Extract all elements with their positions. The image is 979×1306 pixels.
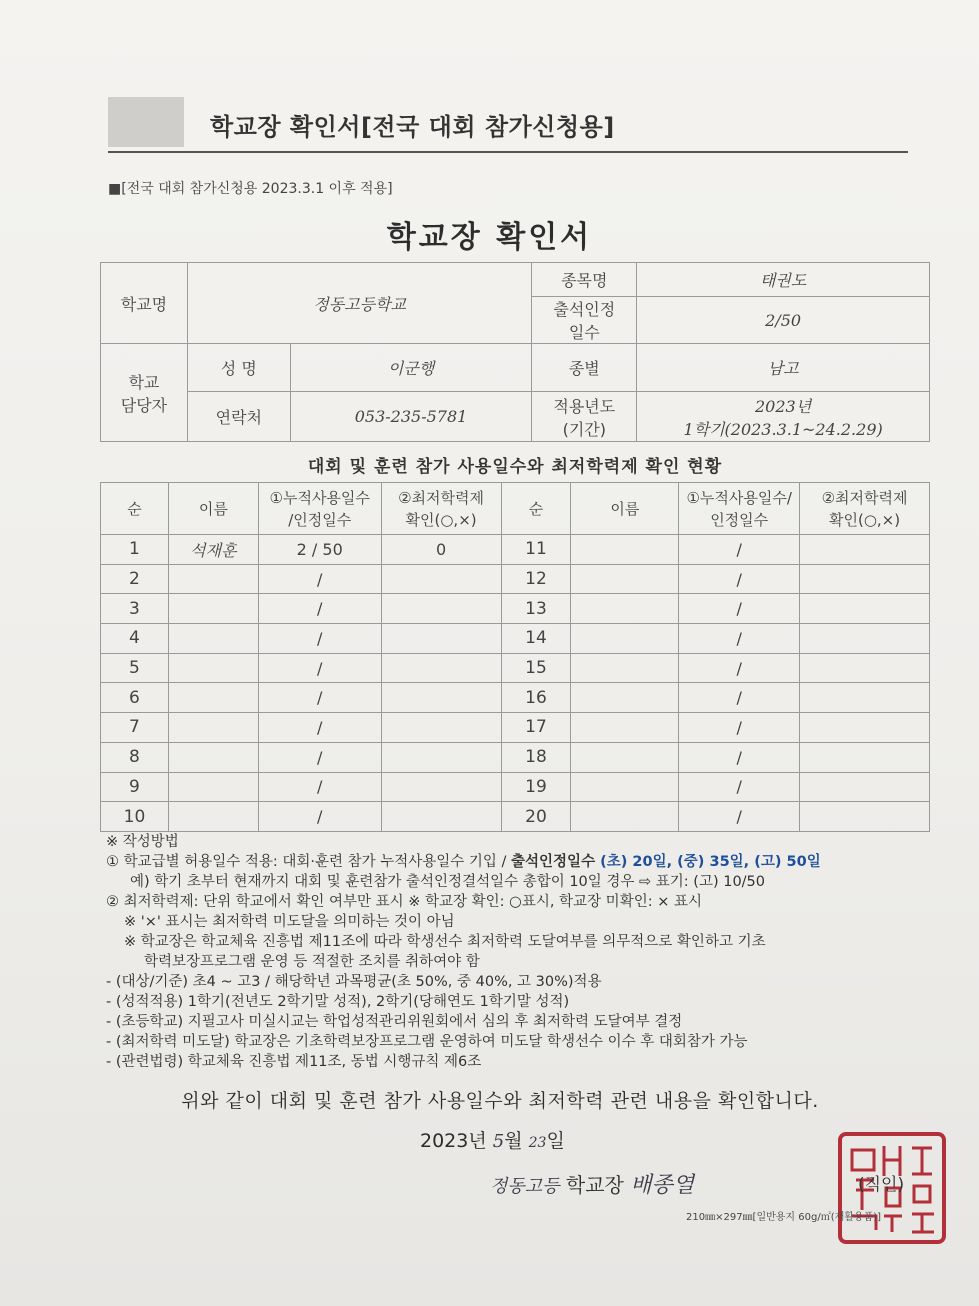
row-number-left: 10 xyxy=(101,802,169,832)
banner-block xyxy=(108,97,184,147)
contact-group-label-line1: 학교 xyxy=(128,372,160,392)
row-name-right xyxy=(571,713,679,743)
table-row xyxy=(101,653,930,683)
notes-heading: ※ 작성방법 xyxy=(106,834,179,850)
row-name-right xyxy=(571,594,679,624)
row-name-right xyxy=(571,683,679,713)
row-days-right: / xyxy=(679,535,800,565)
note-bullet-3: - (초등학교) 지필고사 미실시교는 학업성적관리위원회에서 심의 후 최저학력 도달여부 결정 xyxy=(106,1014,683,1030)
col-days-right-line1: ①누적사용일수/ xyxy=(686,488,792,507)
row-academic-left xyxy=(381,624,501,654)
row-name-left xyxy=(168,772,258,802)
banner-title: 학교장 확인서[전국 대회 참가신청용] xyxy=(210,113,615,141)
row-days-right: / xyxy=(679,624,800,654)
row-academic-right xyxy=(800,594,930,624)
phone-value: 053-235-5781 xyxy=(290,392,532,442)
row-academic-right xyxy=(800,624,930,654)
col-no-right: 순 xyxy=(501,483,571,535)
gender-label: 종별 xyxy=(532,344,637,392)
paper-spec: 210㎜×297㎜[일반용지 60g/㎡(재활용품)] xyxy=(686,1212,882,1223)
row-name-right xyxy=(571,742,679,772)
row-number-right: 17 xyxy=(501,713,571,743)
note-1-text: ① 학교급별 허용일수 적용: 대회·훈련 참가 누적사용일수 기입 / xyxy=(106,854,512,870)
table-row xyxy=(101,802,930,832)
table-row xyxy=(101,624,930,654)
row-academic-right xyxy=(800,683,930,713)
col-acad-left xyxy=(381,483,501,535)
note-2-y1: ※ 학교장은 학교체육 진흥법 제11조에 따라 학생선수 최저학력 도달여부를 의무적으로 확인하고 기초 xyxy=(124,934,766,950)
col-name-right: 이름 xyxy=(571,483,679,535)
event-value: 태권도 xyxy=(637,263,930,297)
table-row xyxy=(101,772,930,802)
row-number-right: 12 xyxy=(501,564,571,594)
row-name-left: 석재훈 xyxy=(168,535,258,565)
row-days-left: / xyxy=(258,653,381,683)
school-value: 정동고등학교 xyxy=(187,263,531,344)
row-number-left: 4 xyxy=(101,624,169,654)
row-academic-left xyxy=(381,594,501,624)
row-name-right xyxy=(571,772,679,802)
row-days-right: / xyxy=(679,713,800,743)
row-name-left xyxy=(168,802,258,832)
row-name-right xyxy=(571,535,679,565)
row-number-left: 8 xyxy=(101,742,169,772)
note-1-example: 예) 학기 초부터 현재까지 대회 및 훈련참가 출석인정결석일수 총합이 10일 경우 ⇨ 표기: (고) 10/50 xyxy=(130,874,766,890)
year-label-line1: 적용년도 xyxy=(553,396,616,416)
col-no-left: 순 xyxy=(101,483,169,535)
row-academic-left xyxy=(381,742,501,772)
attendance-value: 2/50 xyxy=(637,297,930,344)
row-days-left: / xyxy=(258,742,381,772)
row-academic-left xyxy=(381,653,501,683)
row-number-left: 1 xyxy=(101,535,169,565)
row-number-right: 16 xyxy=(501,683,571,713)
row-number-right: 18 xyxy=(501,742,571,772)
row-academic-left xyxy=(381,683,501,713)
col-days-left-line2: /인정일수 xyxy=(288,510,352,529)
row-number-right: 20 xyxy=(501,802,571,832)
year-label-line2: (기간) xyxy=(562,419,606,439)
row-name-right xyxy=(571,653,679,683)
row-number-left: 3 xyxy=(101,594,169,624)
usage-table xyxy=(100,482,930,832)
note-1 xyxy=(106,852,936,872)
note-bullet-4: - (최저학력 미도달) 학교장은 기초학력보장프로그램 운영하여 미도달 학생선수 이수 후 대회참가 가능 xyxy=(106,1034,748,1050)
note-bullet-2: - (성적적용) 1학기(전년도 2학기말 성적), 2학기(당해연도 1학기말 성적) xyxy=(106,994,570,1010)
row-number-left: 2 xyxy=(101,564,169,594)
table-row xyxy=(101,742,930,772)
row-days-right: / xyxy=(679,594,800,624)
row-name-left xyxy=(168,683,258,713)
row-academic-right xyxy=(800,653,930,683)
row-number-right: 19 xyxy=(501,772,571,802)
year-value-line2: 1학기(2023.3.1~24.2.29) xyxy=(683,419,883,439)
principal-line xyxy=(490,1168,694,1199)
note-bullet-5: - (관련법령) 학교체육 진흥법 제11조, 동법 시행규칙 제6조 xyxy=(106,1054,482,1070)
attendance-label-line1: 출석인정 xyxy=(553,300,616,319)
note-2-y2: 학력보장프로그램 운영 등 적절한 조치를 취하여야 함 xyxy=(144,954,480,970)
row-days-right: / xyxy=(679,653,800,683)
table-row xyxy=(101,594,930,624)
note-1-highlight: (초) 20일, (중) 35일, (고) 50일 xyxy=(600,854,821,870)
attendance-label-line2: 일수 xyxy=(568,323,600,342)
section-title: 대회 및 훈련 참가 사용일수와 최저학력제 확인 현황 xyxy=(307,457,723,477)
row-days-left: 2 / 50 xyxy=(258,535,381,565)
note-2-x: ※ '×' 표시는 최저학력 미도달을 의미하는 것이 아님 xyxy=(124,914,455,930)
row-name-left xyxy=(168,564,258,594)
col-name-left: 이름 xyxy=(168,483,258,535)
row-academic-left: 0 xyxy=(381,535,501,565)
row-name-right xyxy=(571,624,679,654)
row-number-right: 11 xyxy=(501,535,571,565)
banner xyxy=(108,97,908,153)
date-day-unit: 일 xyxy=(546,1130,565,1152)
col-acad-right-line2: 확인(○,×) xyxy=(828,510,901,529)
table-row xyxy=(101,713,930,743)
name-value: 이군행 xyxy=(290,344,532,392)
row-days-right: / xyxy=(679,683,800,713)
info-table xyxy=(100,262,930,442)
row-days-right: / xyxy=(679,772,800,802)
row-days-right: / xyxy=(679,564,800,594)
row-days-left: / xyxy=(258,713,381,743)
page-title: 학교장 확인서 xyxy=(386,220,593,255)
col-acad-left-line2: 확인(○,×) xyxy=(405,510,477,529)
date-month-unit: 월 xyxy=(504,1130,523,1152)
col-days-right-line2: 인정일수 xyxy=(710,510,769,529)
row-days-right: / xyxy=(679,742,800,772)
row-number-left: 9 xyxy=(101,772,169,802)
row-academic-left xyxy=(381,772,501,802)
applicability-note: ■[전국 대회 참가신청용 2023.3.1 이후 적용] xyxy=(108,181,393,197)
row-number-right: 13 xyxy=(501,594,571,624)
confirmation-statement: 위와 같이 대회 및 훈련 참가 사용일수와 최저학력 관련 내용을 확인합니다. xyxy=(181,1090,819,1112)
date-month: 5 xyxy=(492,1131,505,1152)
row-academic-right xyxy=(800,713,930,743)
row-days-right: / xyxy=(679,802,800,832)
row-academic-right xyxy=(800,564,930,594)
contact-group-label xyxy=(101,344,188,442)
principal-name: 배종열 xyxy=(630,1173,695,1198)
year-value-line1: 2023년 xyxy=(755,396,812,416)
row-days-left: / xyxy=(258,564,381,594)
principal-label: 학교장 xyxy=(565,1173,624,1197)
date-day: 23 xyxy=(528,1135,547,1151)
col-days-left-line1: ①누적사용일수 xyxy=(269,488,370,507)
row-name-left xyxy=(168,742,258,772)
row-name-left xyxy=(168,713,258,743)
col-acad-left-line1: ②최저학력제 xyxy=(398,488,485,507)
row-name-left xyxy=(168,624,258,654)
row-name-left xyxy=(168,653,258,683)
gender-value: 남고 xyxy=(637,344,930,392)
date-year: 2023년 xyxy=(420,1130,487,1152)
seal-label: (직인) xyxy=(858,1175,905,1195)
row-days-left: / xyxy=(258,594,381,624)
row-number-left: 7 xyxy=(101,713,169,743)
row-number-left: 5 xyxy=(101,653,169,683)
instructions xyxy=(106,832,936,1072)
note-bullet-1: - (대상/기준) 초4 ~ 고3 / 해당학년 과목평균(초 50%, 중 40%, 고 30%)적용 xyxy=(106,974,602,990)
row-days-left: / xyxy=(258,772,381,802)
note-1-bold: 출석인정일수 xyxy=(511,854,601,870)
row-academic-right xyxy=(800,802,930,832)
table-row xyxy=(101,535,930,565)
usage-table-header xyxy=(101,483,930,535)
row-academic-left xyxy=(381,713,501,743)
row-number-left: 6 xyxy=(101,683,169,713)
row-name-right xyxy=(571,564,679,594)
col-acad-right-line1: ②최저학력제 xyxy=(821,488,908,507)
year-label xyxy=(532,392,637,442)
school-label: 학교명 xyxy=(101,263,188,344)
row-days-left: / xyxy=(258,624,381,654)
row-number-right: 14 xyxy=(501,624,571,654)
col-days-left xyxy=(258,483,381,535)
principal-school: 정동고등 xyxy=(490,1176,560,1197)
row-academic-right xyxy=(800,742,930,772)
table-row xyxy=(101,564,930,594)
row-name-right xyxy=(571,802,679,832)
row-number-right: 15 xyxy=(501,653,571,683)
col-days-right xyxy=(679,483,800,535)
attendance-label xyxy=(532,297,637,344)
event-label: 종목명 xyxy=(532,263,637,297)
row-academic-left xyxy=(381,802,501,832)
row-academic-right xyxy=(800,535,930,565)
row-academic-right xyxy=(800,772,930,802)
row-name-left xyxy=(168,594,258,624)
contact-group-label-line2: 담당자 xyxy=(120,395,168,415)
year-value xyxy=(637,392,930,442)
row-academic-left xyxy=(381,564,501,594)
row-days-left: / xyxy=(258,802,381,832)
col-acad-right xyxy=(800,483,930,535)
table-row xyxy=(101,683,930,713)
row-days-left: / xyxy=(258,683,381,713)
note-2: ② 최저학력제: 단위 학교에서 확인 여부만 표시 ※ 학교장 확인: ○표시, 학교장 미확인: × 표시 xyxy=(106,894,702,910)
name-label: 성 명 xyxy=(187,344,290,392)
signature-date xyxy=(420,1126,565,1153)
phone-label: 연락처 xyxy=(187,392,290,442)
